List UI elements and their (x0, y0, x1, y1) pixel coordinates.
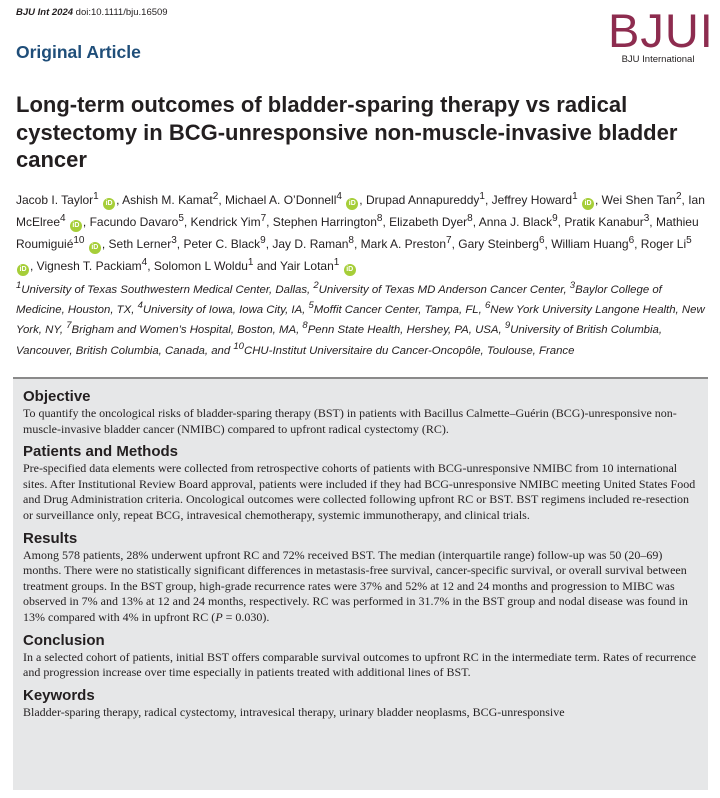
affiliation-marker: 2 (212, 191, 219, 202)
affiliation-marker: 1 (479, 191, 485, 202)
affiliation-marker: 1 (333, 257, 340, 268)
affiliation-marker: 4 (336, 191, 342, 202)
affiliation-marker: 10 (73, 235, 85, 246)
doi[interactable]: doi:10.1111/bju.16509 (75, 7, 168, 18)
affiliation-marker: 4 (141, 257, 148, 268)
affiliation-marker: 5 (178, 213, 184, 224)
affiliation-marker: 8 (376, 213, 383, 224)
affiliation-marker: 2 (675, 191, 682, 202)
objective-text: To quantify the oncological risks of bladder-sparing therapy (BST) in patients with Bacillus Calmette–Guérin (BCG)-unresponsive non-muscle-invasive bladder cancer (NMIBC) compared to upfront radical cystectomy (RC). (23, 406, 677, 436)
affiliation-marker: 2 (313, 280, 319, 291)
affiliation-marker: 8 (348, 235, 354, 246)
conclusion-heading: Conclusion (23, 631, 105, 649)
author-list: Jacob I. Taylor$^1$ iD , Ashish M. Kamat$^2$, Michael A. O’Donnell$^4$ iD , Drupad Annapureddy$^1$, Jeffrey Howard$^1$ iD , Wei Shen Tan$^2$, Ian McElree$^4$ iD , Facundo Davaro$^5$, Kendrick Yim$^7$, Stephen Harrington$^8$, Elizabeth Dyer$^8$, Anna J. Black$^9$, Pratik Kanabur$^3$, Mathieu Roumiguié$^{10}$ iD , Seth Lerner$^3$, Peter C. Black$^9$, Jay D. Raman$^8$, Mark A. Preston$^7$, Gary Steinberg$^6$, William Huang$^6$, Roger Li$^5$ iD , Vignesh T. Packiam$^4$, Solomon L Woldu$^1$ and Yair Lotan$^1$ iD (16, 188, 706, 276)
affiliation-marker: 6 (484, 300, 491, 312)
affiliation-marker: 8 (467, 213, 473, 224)
affiliation-marker: 1 (93, 191, 99, 202)
orcid-icon[interactable]: iD (70, 220, 82, 232)
article-title: Long-term outcomes of bladder-sparing therapy vs radical cystectomy in BCG-unresponsive non-muscle-invasive bladder cancer (16, 92, 678, 172)
results-text: Among 578 patients, 28% underwent upfront RC and 72% received BST. The median (interquartile range) follow-up was 50 (20–69) months. There were no statistically significant differences in metastasis-free survival, cancer-specific survival, or overall survival between treatment groups. In the BST group, high-grade recurrence rates were 37% and 52% at 12 and 24 months and progression to MIBC was observed in 7% and 13% at 12 and 24 months, respectively. RC was performed in 31.7% in the BST group and nodal disease was found in 13% compared with 4% in upfront RC (P = 0.030). (23, 547, 688, 624)
orcid-icon[interactable]: iD (344, 264, 356, 276)
affiliation-marker: 9 (260, 235, 266, 246)
orcid-icon[interactable]: iD (89, 242, 101, 254)
orcid-icon[interactable]: iD (582, 198, 594, 210)
journal-ref: BJU Int 2024 (16, 7, 74, 18)
conclusion-text: In a selected cohort of patients, initial BST offers comparable survival outcomes to upfront RC in the intermediate term. Rates of recurrence and progression increase over time especially in patients treated with additional lines of BST. (23, 649, 697, 680)
affiliation-marker: 8 (302, 320, 308, 332)
affiliation-marker: 7 (446, 235, 452, 246)
journal-logo (608, 4, 714, 65)
affiliation-marker: 3 (171, 235, 177, 246)
affiliation-marker: 6 (538, 235, 545, 246)
logo-subtitle: BJU International (621, 54, 695, 65)
affiliation-marker: 9 (504, 320, 511, 332)
methods-heading: Patients and Methods (23, 443, 179, 461)
keywords-heading: Keywords (23, 686, 95, 704)
affiliation-marker: 4 (60, 213, 66, 224)
affiliation-marker: 1 (16, 280, 22, 291)
affiliation-marker: 4 (137, 300, 143, 312)
keywords-text: Bladder-sparing therapy, radical cystectomy, intravesical therapy, urinary bladder neoplasms, BCG-unresponsive (23, 704, 565, 719)
affiliation-marker: 6 (628, 235, 635, 246)
affiliation-marker: 5 (686, 235, 692, 246)
orcid-icon[interactable]: iD (17, 264, 29, 276)
affiliation-marker: 5 (308, 300, 314, 312)
affiliation-marker: 3 (643, 213, 650, 224)
journal-citation (16, 7, 168, 18)
objective-heading: Objective (23, 388, 91, 405)
results-heading: Results (23, 529, 78, 547)
affiliations: $^1$University of Texas Southwestern Medical Center, Dallas, $^2$University of Texas MD Anderson Cancer Center, $^3$Baylor College of Medicine, Houston, TX, $^4$University of Iowa, Iowa City, IA, $^5$Moffit Cancer Center, Tampa, FL, $^6$New York University Langone Health, New York, NY, $^7$Brigham and Women’s Hospital, Boston, MA, $^8$Penn State Health, Hershey, PA, USA, $^9$University of British Columbia, Vancouver, British Columbia, Canada, and $^{10}$CHU-Institut Universitaire du Cancer-Oncopôle, Toulouse, France (16, 280, 705, 357)
affiliation-marker: 7 (66, 320, 72, 332)
affiliation-marker: 7 (260, 213, 267, 224)
methods-text: Pre-specified data elements were collected from retrospective cohorts of patients with BCG-unresponsive NMIBC from 10 international sites. After Institutional Review Board approval, patients were included if they had BCG-unresponsive NMIBC meeting United States Food and Drug Administration criteria. Oncological outcomes were collected following upfront RC or BST. BST regimens included re-resection or surveillance only, repeat BCG, intravesical chemotherapy, systemic immunotherapy, and clinical trials. (23, 461, 696, 522)
affiliation-marker: 3 (569, 280, 576, 291)
affiliation-marker: 1 (247, 257, 254, 268)
article-type: Original Article (16, 42, 141, 62)
orcid-icon[interactable]: iD (103, 198, 115, 210)
affiliation-marker: 9 (552, 213, 558, 224)
affiliation-marker: 10 (233, 340, 244, 352)
affiliation-marker: 1 (572, 191, 578, 202)
abstract-box (13, 377, 708, 790)
logo-mark: BJUI (608, 4, 714, 57)
orcid-icon[interactable]: iD (346, 198, 358, 210)
